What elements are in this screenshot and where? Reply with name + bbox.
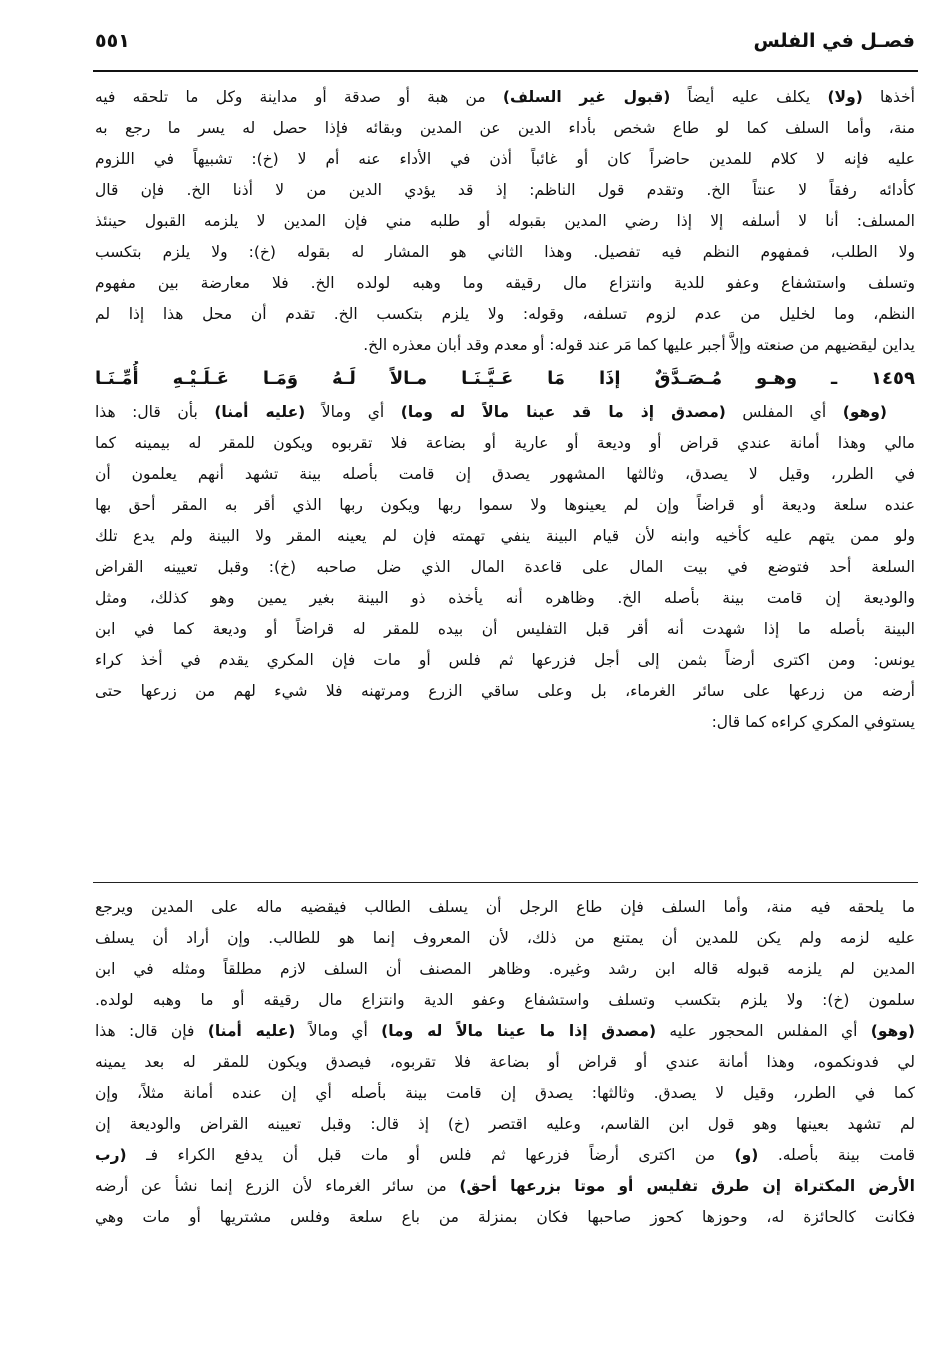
- verse-line: [95, 361, 915, 397]
- text-run: أخذها: [862, 88, 915, 106]
- footnote-line: [95, 985, 915, 1016]
- text-run: من هبة أو صدقة أو مداينة وكل ما تلحقه فيه: [95, 88, 503, 106]
- text-line: [95, 707, 915, 738]
- text-run: وتسلف واستشفاع وعفو للدية وانتزاع مال رقيقه وما وهبه لولده الخ. فلا معارضة بين مفهوم: [95, 274, 915, 292]
- text-run: المسلف: أنا لا أسلفه إلا إذا رضي المدين بقبوله أو طلبه مني فإن المدين لا يلزمه القبول حينئذ: [95, 212, 915, 230]
- footnote-line: [95, 1202, 915, 1233]
- bold-quote: (مصدق إذ ما قد عينا مالاً له وما): [400, 403, 726, 421]
- bold-quote: (وهو): [870, 1022, 915, 1040]
- text-line: [95, 268, 915, 299]
- text-line: [95, 676, 915, 707]
- bold-quote: (رب: [95, 1146, 127, 1164]
- footnote-line: [95, 923, 915, 954]
- text-run: يكلف عليه أيضاً: [670, 88, 828, 106]
- text-line: [95, 397, 915, 428]
- footnote-text: [95, 892, 915, 1233]
- text-run: عنده سلعة وديعة أو قراضاً وإن لم يعينوها ولا سموا ربها ويكون ربها الذي أقر به المقر أحق بها: [95, 496, 915, 514]
- text-line: [95, 299, 915, 330]
- bold-quote: (مصدق إذا ما عينا مالاً له وما): [381, 1022, 657, 1040]
- header-rule: [93, 70, 918, 72]
- text-line: [95, 330, 915, 361]
- text-line: [95, 552, 915, 583]
- footnote-line: [95, 1047, 915, 1078]
- text-line: [95, 583, 915, 614]
- text-run: والوديعة إن قامت بينة بأصله الخ. وظاهره أنه يأخذه ذو البينة بغير يمين وهو كذلك، ومثل: [95, 589, 915, 607]
- text-run: البينة بأصله ما إذا شهدت أنه أقر قبل التفليس أن بيده للمقر له قراضاً أو وديعة كما في ابن: [95, 620, 915, 638]
- page-number: ٥٥١: [95, 30, 130, 52]
- text-run: في الطرر، وقيل لا يصدق، وثالثها المشهور يصدق إن قامت بأصله بينة تشهد أنهم يعلمون أن: [95, 465, 915, 483]
- text-run: ١٤٥٩ ـ وهـو مُـصَـدَّقٌ إذَا مَا عَـيَّـنَـا مـالاً لَـهُ وَمَـا عَـلَـيْـهِ أُمِّـنَـا: [95, 368, 915, 389]
- text-line: [95, 82, 915, 113]
- footnote-line: [95, 1109, 915, 1140]
- bold-quote: (قبول غير السلف): [502, 88, 671, 106]
- footnote-line: [95, 1016, 915, 1047]
- text-run: كما في الطرر، وقيل لا يصدق. وثالثها: يصدق إن قامت بينة بأصله أي إن عنده أمانة مثلاً، وإن: [95, 1084, 915, 1102]
- text-run: يداين ليقضيهم من صنعته وإلاَّ أجبر عليها كما مَر عند قوله: أو معدم وقد أبان معذره الخ.: [363, 336, 915, 354]
- bold-quote: (ولا): [827, 88, 863, 106]
- text-line: [95, 237, 915, 268]
- footnote-line: [95, 954, 915, 985]
- text-run: لم تشهد بعينها وهو قول ابن القاسم، وعليه اقتصر (خ) إذ قال: وقبل تعيينه القراض والوديعة إن: [95, 1115, 915, 1133]
- text-run: مالي وهذا أمانة عندي قراض أو وديعة أو عارية أو بضاعة فلا تقربوه ويكون للمقر له بيمينه كما: [95, 434, 915, 452]
- text-line: [95, 521, 915, 552]
- text-line: [95, 614, 915, 645]
- text-run: سلمون (خ): ولا يلزم بتكسب وتسلف واستشفاع وعفو الدية وانتزاع مال رقيقه أو ما وهبه لولده.: [95, 991, 915, 1009]
- text-run: فإن قال: هذا: [95, 1022, 208, 1040]
- text-line: [95, 459, 915, 490]
- text-line: [95, 206, 915, 237]
- text-run: يونس: ومن اكترى أرضاً بثمن إلى أجل فزرعها ثم فلس أو مات فإن المكري يقدم في أخذ كراء: [95, 651, 915, 669]
- text-run: أي ومالاً: [305, 403, 401, 421]
- running-header: [95, 30, 915, 60]
- text-line: [95, 490, 915, 521]
- text-run: ولو ممن يتهم عليه كأخيه وابنه لأن قيام البينة ينفي تهمته فإن لم يعينه المقر ولا البينة ولم يدع تلك: [95, 527, 915, 545]
- text-line: [95, 144, 915, 175]
- text-run: بأن قال: هذا: [95, 403, 215, 421]
- text-run: عليه لزمه ولم يكن للمدين أن يمتنع من ذلك، لأن المعروف إنما هو للطالب. وإن أراد أن يسلف: [95, 929, 915, 947]
- text-run: كأدائه رفقاً لا عنتاً الخ. وتقدم قول الناظم: إذ قد يؤدي الدين من لا أذنا الخ. فإن قال: [95, 181, 915, 199]
- text-run: المدين لم يلزمه قبوله قاله ابن رشد وغيره. وظاهر المصنف أن السلف لازم مطلقاً ومثله في ابن: [95, 960, 915, 978]
- text-run: عليه فإنه لا كلام للمدين حاضراً كان أو غائباً أذن في الأداء عنه أم لا (خ): تشبيهاً في اللزوم: [95, 150, 915, 168]
- text-line: [95, 175, 915, 206]
- text-line: [95, 113, 915, 144]
- text-run: ما يلحقه فيه منة، وأما السلف فإن طاع الرجل أن يسلف الطالب فيقضيه ماله على المدين ويرجع: [95, 898, 915, 916]
- text-run: من سائر الغرماء لأن الزرع إنما نشأ عن أرضه: [95, 1177, 460, 1195]
- text-run: يستوفي المكري كراءه كما قال:: [711, 713, 915, 731]
- footnote-line: [95, 1078, 915, 1109]
- bold-quote: (وهو): [842, 403, 888, 421]
- footnote-line: [95, 892, 915, 923]
- text-run: أي المفلس المحجور عليه: [656, 1022, 871, 1040]
- text-run: أي المفلس: [725, 403, 843, 421]
- footnote-line: [95, 1171, 915, 1202]
- bold-quote: (عليه أمنا): [214, 403, 306, 421]
- bold-quote: الأرض المكتراة إن طرق تفليس أو موتا بزرعها أحق): [459, 1177, 915, 1195]
- bold-quote: (و): [734, 1146, 759, 1164]
- bold-quote: (عليه أمنا): [207, 1022, 296, 1040]
- text-run: فكانت كالحائزة له، وحوزها كحوز صاحبها فكان بمنزلة من باع سلعة وفلس مشتريها أو مات وهي: [95, 1208, 915, 1226]
- footnote-rule: [93, 882, 918, 883]
- text-line: [95, 645, 915, 676]
- text-run: السلعة أحد فتوضع في بيت المال على قاعدة المال الذي ضل صاحبه (خ): وقبل تعيينه القراض: [95, 558, 915, 576]
- text-line: [95, 428, 915, 459]
- text-run: أرضه من زرعها على سائر الغرماء، بل وعلى ساقي الزرع ومرتهنه فلا شيء لهم من زرعها حتى: [95, 682, 915, 700]
- chapter-title: فصـل في الفلس: [753, 30, 915, 52]
- text-run: لي فدونكموه، وهذا أمانة عندي أو قراض أو بضاعة فلا تقربوه، فيصدق ويكون للمقر له بعد يمينه: [95, 1053, 915, 1071]
- text-run: النظم، وما لخليل من عدم لزوم تسلفه، وقوله: ولا يلزم بتكسب الخ. تقدم أن محل هذا إذا لم: [95, 305, 915, 323]
- text-run: قامت بينة بأصله.: [758, 1146, 915, 1164]
- text-run: ولا الطلب، فمفهوم النظم فيه تفصيل. وهذا الثاني هو المشار له بقوله (خ): ولا يلزم بتكسب: [95, 243, 915, 261]
- text-run: من اكترى أرضاً فزرعها ثم فلس أو مات قبل أن يدفع الكراء فـ: [126, 1146, 735, 1164]
- text-run: منة، وأما السلف كما لو طاع شخص بأداء الدين عن المدين وبقائه فإذا حصل له يسر ما رجع به: [95, 119, 915, 137]
- footnote-line: [95, 1140, 915, 1171]
- main-text: [95, 82, 915, 738]
- text-run: أي ومالاً: [295, 1022, 382, 1040]
